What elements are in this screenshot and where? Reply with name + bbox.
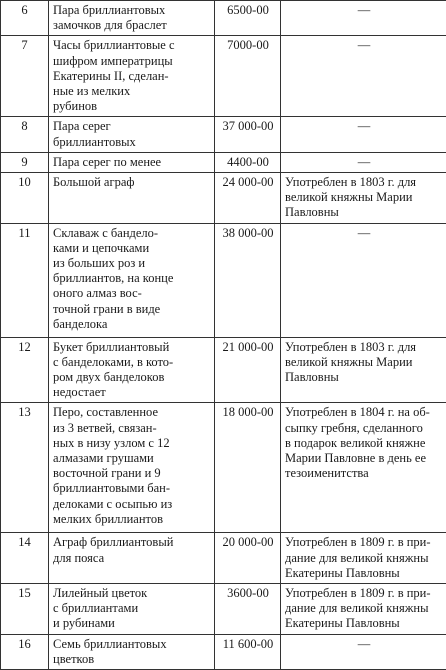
item-note: Употреблен в 1803 г. для великой княжны Марии Павловны	[281, 337, 446, 403]
item-note: Употреблен в 1803 г. для великой княжны Марии Павловны	[281, 173, 446, 224]
row-number: 16	[1, 634, 49, 669]
item-note: —	[281, 36, 446, 117]
item-price: 4400-00	[215, 152, 281, 172]
item-name: Большой аграф	[49, 173, 215, 224]
item-price: 21 000-00	[215, 337, 281, 403]
row-number: 12	[1, 337, 49, 403]
item-price: 24 000-00	[215, 173, 281, 224]
item-price: 18 000-00	[215, 403, 281, 533]
row-number: 11	[1, 223, 49, 337]
item-price: 6500-00	[215, 1, 281, 36]
item-name: Аграф бриллиантовый для пояса	[49, 533, 215, 584]
item-name: Семь бриллиантовых цветков	[49, 634, 215, 669]
row-number: 8	[1, 117, 49, 152]
item-note: —	[281, 117, 446, 152]
table-row	[1, 36, 446, 117]
table-row	[1, 117, 446, 152]
table-row	[1, 584, 446, 635]
table-row	[1, 223, 446, 337]
item-price: 3600-00	[215, 584, 281, 635]
inventory-table-body	[1, 1, 446, 670]
table-row	[1, 337, 446, 403]
row-number: 13	[1, 403, 49, 533]
item-note: —	[281, 634, 446, 669]
item-note: —	[281, 223, 446, 337]
row-number: 10	[1, 173, 49, 224]
item-note: —	[281, 1, 446, 36]
item-name: Склаваж с бандело- ками и цепочками из больших роз и бриллиантов, на конце оного алмаз вос- точной грани в виде банделока	[49, 223, 215, 337]
table-row	[1, 634, 446, 669]
item-note: Употреблен в 1809 г. в при- дание для великой княжны Екатерины Павловны	[281, 533, 446, 584]
item-name: Букет бриллиантовый с банделоками, в кото- ром двух банделоков недостает	[49, 337, 215, 403]
row-number: 9	[1, 152, 49, 172]
item-price: 20 000-00	[215, 533, 281, 584]
table-row	[1, 1, 446, 36]
table-row	[1, 152, 446, 172]
item-note: Употреблен в 1804 г. на об- сыпку гребня, сделанного в подарок великой княжне Марии Павловне в день ее тезоименитства	[281, 403, 446, 533]
table-row	[1, 173, 446, 224]
row-number: 14	[1, 533, 49, 584]
row-number: 15	[1, 584, 49, 635]
item-name: Перо, составленное из 3 ветвей, связан- ных в низу узлом с 12 алмазами грушами восточной грани и 9 бриллиантовыми бан- делоками с осыпью из мелких бриллиантов	[49, 403, 215, 533]
row-number: 7	[1, 36, 49, 117]
item-name: Пара серег по менее	[49, 152, 215, 172]
table-row	[1, 533, 446, 584]
item-price: 37 000-00	[215, 117, 281, 152]
item-note: —	[281, 152, 446, 172]
table-row	[1, 403, 446, 533]
item-name: Часы бриллиантовые с шифром императрицы Екатерины II, сделан- ные из мелких рубинов	[49, 36, 215, 117]
item-name: Пара серег бриллиантовых	[49, 117, 215, 152]
item-note: Употреблен в 1809 г. в при- дание для великой княжны Екатерины Павловны	[281, 584, 446, 635]
item-price: 38 000-00	[215, 223, 281, 337]
item-price: 11 600-00	[215, 634, 281, 669]
item-name: Пара бриллиантовых замочков для браслет	[49, 1, 215, 36]
item-price: 7000-00	[215, 36, 281, 117]
row-number: 6	[1, 1, 49, 36]
item-name: Лилейный цветок с бриллиантами и рубинами	[49, 584, 215, 635]
